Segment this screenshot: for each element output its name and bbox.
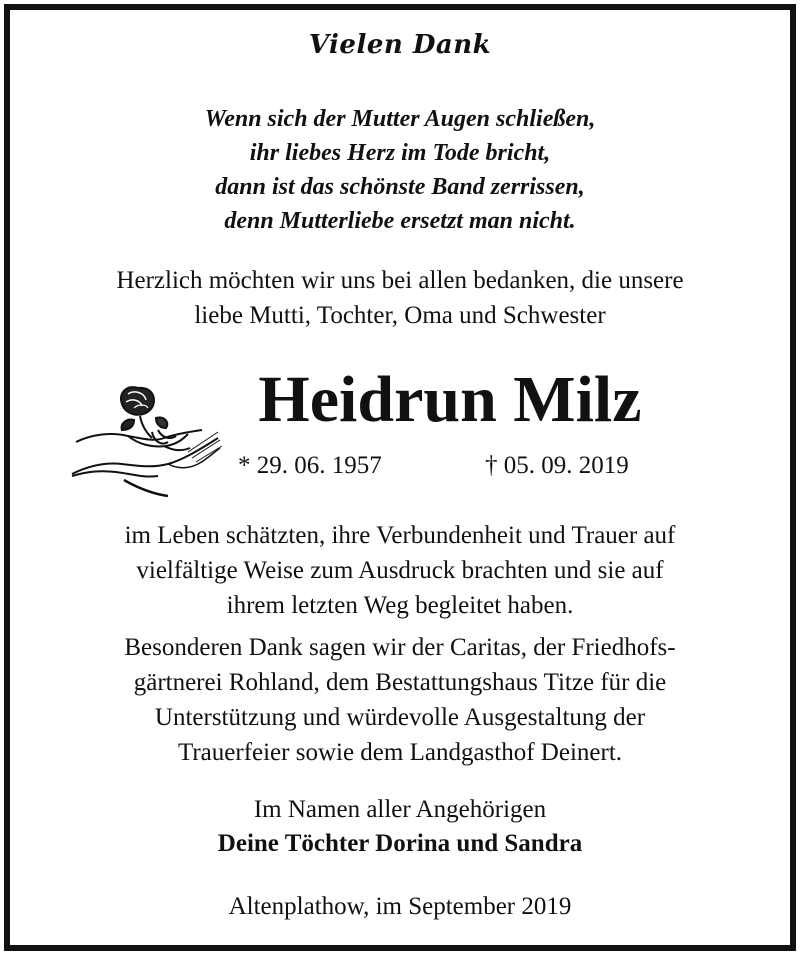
poem-line: dann ist das schönste Band zerrissen, [215, 174, 585, 200]
poem [10, 102, 790, 238]
paragraph-line: Unterstützung und würdevolle Ausgestaltung der [154, 704, 646, 731]
paragraph-line: Trauerfeier sowie dem Landgasthof Deinert. [177, 739, 623, 766]
paragraph-line: Besonderen Dank sagen wir der Caritas, der Friedhofs- [124, 634, 676, 661]
special-thanks-paragraph [10, 630, 790, 770]
birth-date: * 29. 06. 1957 [238, 452, 382, 479]
poem-line: ihr liebes Herz im Tode bricht, [249, 140, 551, 166]
heading: Vielen Dank [308, 30, 492, 60]
paragraph-line: gärtnerei Rohland, dem Bestattungshaus Titze für die [133, 669, 667, 696]
intro-line: liebe Mutti, Tochter, Oma und Schwester [194, 302, 606, 329]
obituary-card [4, 4, 796, 951]
signatories: Deine Töchter Dorina und Sandra [217, 830, 583, 857]
paragraph-line: vielfältige Weise zum Ausdruck brachten und sie auf [136, 557, 664, 584]
paragraph-line: ihrem letzten Weg begleitet haben. [226, 592, 574, 619]
place-date: Altenplathow, im September 2019 [228, 893, 572, 920]
deceased-name: Heidrun Milz [258, 363, 642, 436]
poem-line: denn Mutterliebe ersetzt man nicht. [224, 208, 576, 234]
intro-text [10, 263, 790, 333]
sign-line: Im Namen aller Angehörigen [253, 796, 547, 823]
thanks-paragraph [10, 518, 790, 623]
intro-line: Herzlich möchten wir uns bei allen bedanken, die unsere [116, 267, 684, 294]
death-date: † 05. 09. 2019 [485, 452, 629, 479]
paragraph-line: im Leben schätzten, ihre Verbundenheit und Trauer auf [124, 522, 676, 549]
poem-line: Wenn sich der Mutter Augen schließen, [204, 106, 596, 132]
